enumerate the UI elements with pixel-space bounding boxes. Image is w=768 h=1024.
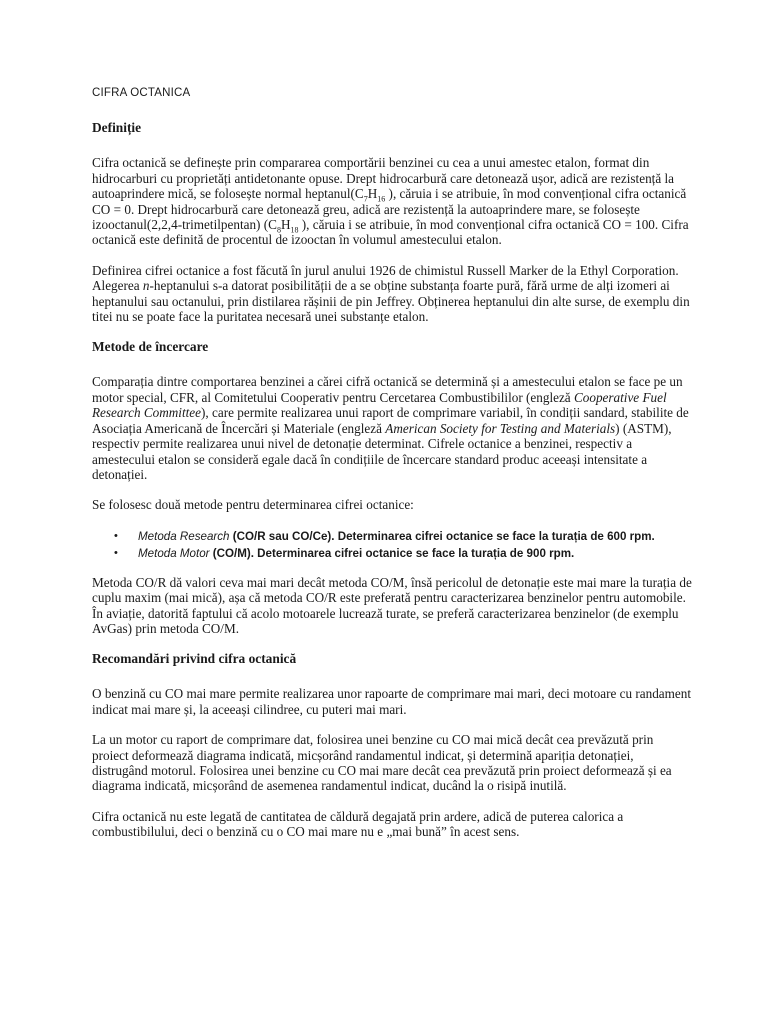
paragraph-definitie-1: Cifra octanică se definește prin compararea comportării benzinei cu cea a unui amestec etalon, format din hidrocarburi cu proprietăți antidetonante opuse. Drept hidrocarbură care detonează ușor, adică are rezistență la autoaprindere mică, se folosește normal $heptanul(C_7H_{16}$ ), căruia i se atribuie, în mod convențional cifra octanică CO = 0. Drept hidrocarbură care detonează greu, adică are rezistență la autoaprindere mare, se folosește izooctanul(2,2,4-trimetilpentan) ($C_8H_{18}$ ), căruia i se atribuie, în mod convențional cifra octanică CO = 100. Cifra octanică este definită de procentul de izooctan în volumul amestecului etalon. xyxy=(92,155,689,248)
section-heading-definitie: Definiție xyxy=(92,120,142,136)
document-title: CIFRA OCTANICA xyxy=(92,87,191,99)
paragraph-recomandari-3: Cifra octanică nu este legată de cantitatea de căldură degajată prin ardere, adică de puterea calorica a combustibilului, deci o benzină cu o CO mai mare nu e „mai bună” în acest sens. xyxy=(92,808,624,840)
paragraph-metode-2: Se folosesc două metode pentru determinarea cifrei octanice: xyxy=(92,497,414,513)
section-heading-recomandari: Recomandări privind cifra octanică xyxy=(92,651,297,667)
paragraph-recomandari-2: La un motor cu raport de comprimare dat, folosirea unei benzine cu CO mai mică decât cea prevăzută prin proiect deformează diagrama indicată, micșorând randamentul indicat, și determină apariția detonației, distrugând motorul. Folosirea unei benzine cu CO mai mare decât cea prevăzută prin proiect deformează și ea diagrama indicată, micșorând de asemenea randamentul indicat, ducând la o risipă inutilă. xyxy=(92,732,672,794)
bullet: • xyxy=(114,529,118,542)
method-description: (CO/M). Determinarea cifrei octanice se face la turația de 900 rpm. xyxy=(209,546,575,560)
method-name: Metoda Research xyxy=(138,529,230,543)
paragraph-recomandari-1: O benzină cu CO mai mare permite realizarea unor rapoarte de comprimare mai mari, deci motoare cu randament indicat mai mare și, la aceeași cilindree, cu puteri mai mari. xyxy=(92,686,692,717)
paragraph-metode-3: Metoda CO/R dă valori ceva mai mari decât metoda CO/M, însă pericolul de detonație este mai mare la turația de cuplu maxim (mai mică), așa că metoda CO/R este preferată pentru caracterizarea benzinelor pentru automobile. În aviație, datorită faptului că acolo motoarele lucrează turate, se preferă caracterizarea benzinelor (de exemplu AvGas) prin metoda CO/M. xyxy=(92,574,692,636)
bullet: • xyxy=(114,546,118,559)
method-name: Metoda Motor xyxy=(138,546,210,560)
list-item xyxy=(92,545,692,562)
document-body xyxy=(92,86,692,855)
list-item xyxy=(92,528,692,545)
methods-list xyxy=(92,528,692,562)
method-description: (CO/R sau CO/Ce). Determinarea cifrei octanice se face la turația de 600 rpm. xyxy=(229,529,655,543)
paragraph-definitie-2: Definirea cifrei octanice a fost făcută în jurul anului 1926 de chimistul Russell Marker de la Ethyl Corporation. Alegerea n-heptanului s-a datorat posibilității de a se obține substanța foarte pură, fără urme de alți izomeri ai heptanului sau octanului, prin distilarea rășinii de pin Jeffrey. Obținerea heptanului din alte surse, de exemplu din titei nu se poate face la puritatea necesară unei substanțe etalon. xyxy=(92,262,690,325)
section-heading-metode: Metode de încercare xyxy=(92,339,209,355)
paragraph-metode-1: Comparația dintre comportarea benzinei a cărei cifră octanică se determină și a amestecului etalon se face pe un motor special, CFR, al Comitetului Cooperativ pentru Cercetarea Combustibililor (engleză Cooperative Fuel Research Committee), care permite realizarea unui raport de comprimare variabil, în condiții sandard, stabilite de Asociația Americană de Încercări și Materiale (engleză American Society for Testing and Materials) (ASTM), respectiv permite realizarea unui nivel de detonație determinat. Cifrele octanice a benzinei, respectiv a amestecului etalon se consideră egale dacă în condițiile de încercare standard produc aceeași intensitate a detonației. xyxy=(92,374,689,482)
